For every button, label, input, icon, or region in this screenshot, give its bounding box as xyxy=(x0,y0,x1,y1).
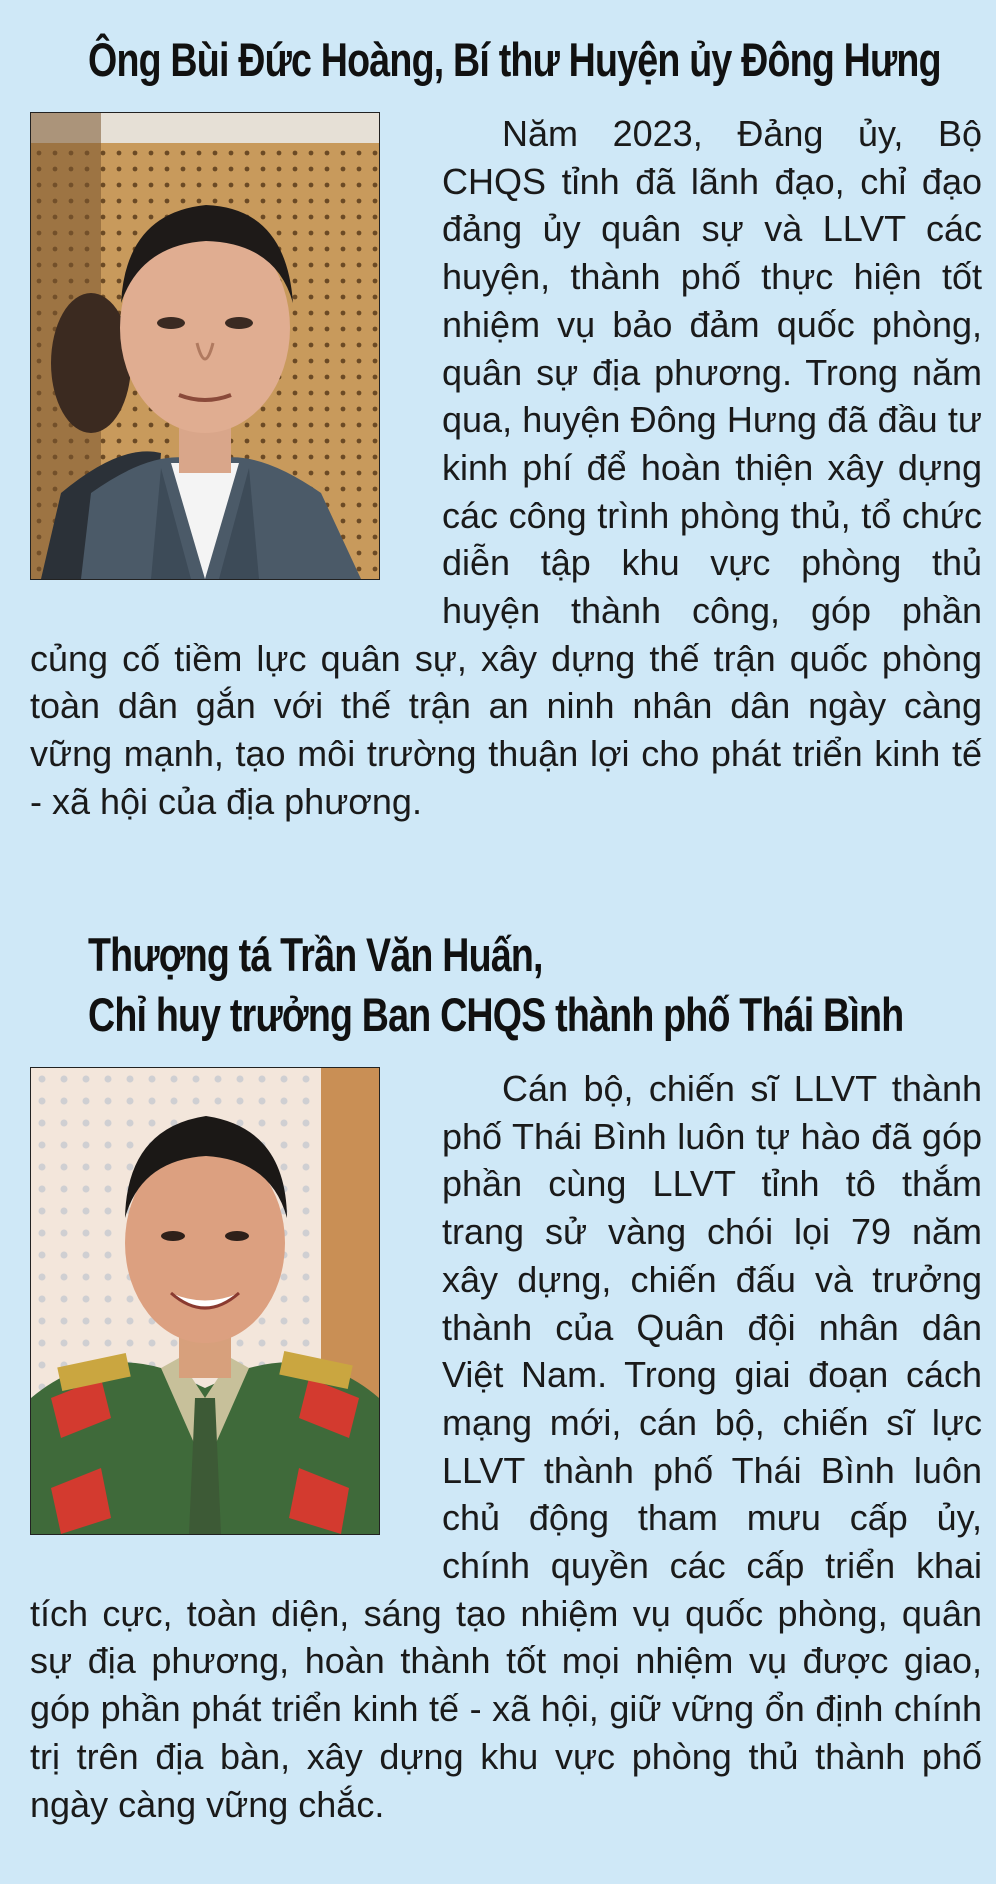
profile-section-huan xyxy=(30,925,982,1828)
portrait-photo xyxy=(30,112,380,580)
portrait-man-in-suit-image xyxy=(31,113,379,579)
heading-line-1: Thượng tá Trần Văn Huấn, xyxy=(88,928,543,981)
portrait-photo xyxy=(30,1067,380,1535)
body-text: Năm 2023, Đảng ủy, Bộ CHQS tỉnh đã lãnh đạo, chỉ đạo đảng ủy quân sự và LLVT các huyện, thành phố thực hiện tốt nhiệm vụ bảo đảm quốc phòng, quân sự địa phương. Trong năm qua, huyện Đông Hưng đã đầu tư kinh phí để hoàn thiện xây dựng các công trình phòng thủ, tổ chức diễn tập khu vực phòng thủ huyện thành công, góp phần củng cố tiềm lực quân sự, xây dựng thế trận quốc phòng toàn dân gắn với thế trận an ninh nhân dân ngày càng vững mạnh, tạo môi trường thuận lợi cho phát triển kinh tế - xã hội của địa phương. xyxy=(30,113,982,822)
article-body xyxy=(30,1065,982,1828)
body-text: Cán bộ, chiến sĩ LLVT thành phố Thái Bình luôn tự hào đã góp phần cùng LLVT tỉnh tô thắm trang sử vàng chói lọi 79 năm xây dựng, chiến đấu và trưởng thành của Quân đội nhân dân Việt Nam. Trong giai đoạn cách mạng mới, cán bộ, chiến sĩ lực LLVT thành phố Thái Bình luôn chủ động tham mưu cấp ủy, chính quyền các cấp triển khai tích cực, toàn diện, sáng tạo nhiệm vụ quốc phòng, quân sự địa phương, hoàn thành tốt mọi nhiệm vụ được giao, góp phần phát triển kinh tế - xã hội, giữ vững ổn định chính trị trên địa bàn, xây dựng khu vực phòng thủ thành phố ngày càng vững chắc. xyxy=(30,1068,982,1825)
section-heading: Ông Bùi Đức Hoàng, Bí thư Huyện ủy Đông Hưng xyxy=(88,33,941,86)
heading-line-2: Chỉ huy trưởng Ban CHQS thành phố Thái Bình xyxy=(88,988,904,1041)
portrait-officer-in-uniform-image xyxy=(31,1068,379,1534)
profile-section-hoang xyxy=(30,30,982,826)
section-heading xyxy=(88,925,904,1045)
article-body xyxy=(30,110,982,826)
